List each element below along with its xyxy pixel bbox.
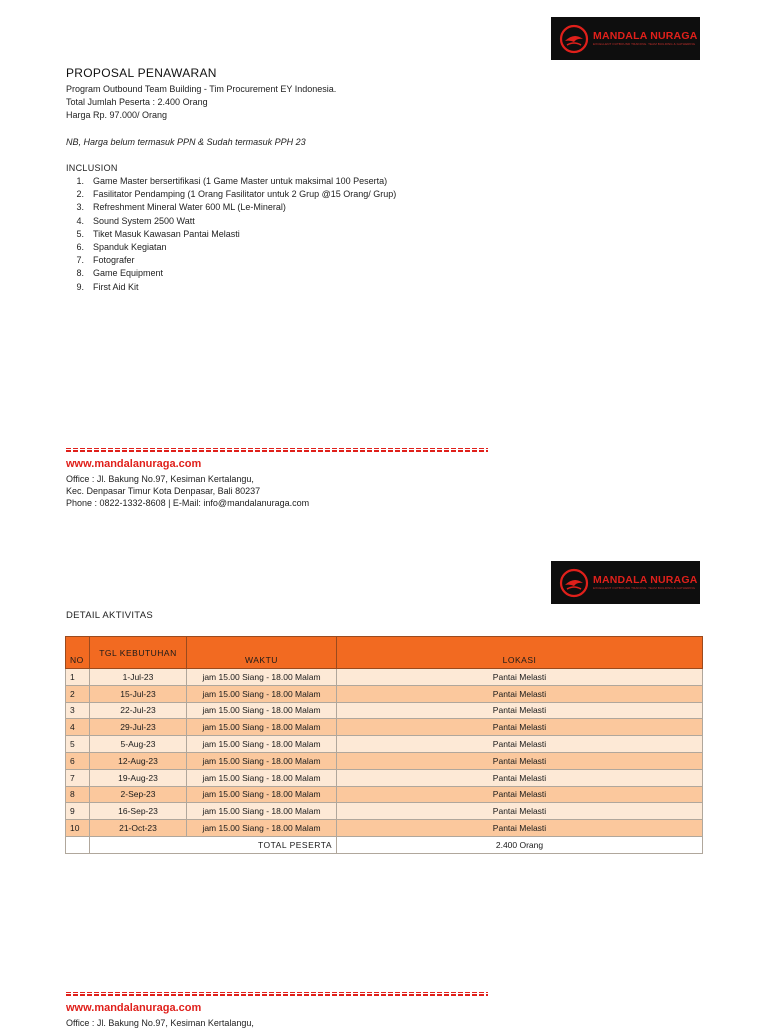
table-row: 8 2-Sep-23 jam 15.00 Siang - 18.00 Malam Pantai Melasti [66, 786, 703, 803]
inclusion-item: 2. Fasilitator Pendamping (1 Orang Fasilitator untuk 2 Grup @15 Orang/ Grup) [76, 189, 397, 200]
table-row: 6 12-Aug-23 jam 15.00 Siang - 18.00 Malam Pantai Melasti [66, 752, 703, 769]
col-location: LOKASI [337, 637, 703, 669]
separator-line-2 [66, 992, 488, 996]
brand-logo-2 [551, 561, 700, 604]
inclusion-item: 1. Game Master bersertifikasi (1 Game Master untuk maksimal 100 Peserta) [76, 176, 388, 186]
table-row: 10 21-Oct-23 jam 15.00 Siang - 18.00 Malam Pantai Melasti [66, 820, 703, 837]
col-time: WAKTU [187, 637, 337, 669]
brand-name: MANDALA NURAGA [593, 573, 698, 586]
inclusion-item: 3. Refreshment Mineral Water 600 ML (Le-Mineral) [76, 202, 286, 213]
inclusion-item: 9. First Aid Kit [76, 281, 139, 292]
detail-heading: DETAIL AKTIVITAS [66, 610, 153, 621]
table-row: 7 19-Aug-23 jam 15.00 Siang - 18.00 Malam Pantai Melasti [66, 769, 703, 786]
tax-note: NB, Harga belum termasuk PPN & Sudah termasuk PPH 23 [66, 137, 306, 147]
inclusion-item: 5. Tiket Masuk Kawasan Pantai Melasti [76, 228, 240, 239]
col-date: TGL KEBUTUHAN [90, 637, 187, 669]
separator-line [66, 448, 488, 452]
inclusion-item: 6. Spanduk Kegiatan [76, 241, 167, 252]
brand-name: MANDALA NURAGA [593, 29, 698, 42]
mandala-emblem-icon [559, 24, 589, 54]
inclusion-item: 8. Game Equipment [76, 268, 164, 279]
activity-table [65, 636, 703, 854]
inclusion-item: 7. Fotografer [76, 255, 135, 266]
total-label: TOTAL PESERTA [90, 836, 337, 853]
office-address-2: Office : Jl. Bakung No.97, Kesiman Kertalangu, [66, 1018, 254, 1028]
total-participants-line: Total Jumlah Peserta : 2.400 Orang [66, 97, 208, 107]
phone-email: Phone : 0822-1332-8608 | E-Mail: info@mandalanuraga.com [66, 498, 310, 508]
table-row: 4 29-Jul-23 jam 15.00 Siang - 18.00 Malam Pantai Melasti [66, 719, 703, 736]
brand-logo [551, 17, 700, 60]
table-row: 3 22-Jul-23 jam 15.00 Siang - 18.00 Malam Pantai Melasti [66, 702, 703, 719]
proposal-title: PROPOSAL PENAWARAN [66, 66, 217, 80]
table-row: 1 1-Jul-23 jam 15.00 Siang - 18.00 Malam Pantai Melasti [66, 669, 703, 686]
website-link[interactable]: www.mandalanuraga.com [66, 458, 202, 470]
table-row: 9 16-Sep-23 jam 15.00 Siang - 18.00 Malam Pantai Melasti [66, 803, 703, 820]
mandala-emblem-icon [559, 568, 589, 598]
program-line: Program Outbound Team Building - Tim Procurement EY Indonesia. [66, 84, 337, 94]
inclusion-list [66, 175, 396, 294]
inclusion-item: 4. Sound System 2500 Watt [76, 215, 195, 226]
price-line: Harga Rp. 97.000/ Orang [66, 110, 168, 120]
brand-tagline: EXCELLENT OUTBOUND TRAINING. TEAM BUILDING & GATHERING [593, 42, 696, 47]
brand-tagline: EXCELLENT OUTBOUND TRAINING. TEAM BUILDING & GATHERING [593, 586, 696, 591]
office-address: Office : Jl. Bakung No.97, Kesiman Kertalangu, [66, 474, 254, 484]
col-no: NO [66, 637, 90, 669]
total-row [66, 836, 703, 853]
city-address: Kec. Denpasar Timur Kota Denpasar, Bali 80237 [66, 486, 261, 496]
table-row: 5 5-Aug-23 jam 15.00 Siang - 18.00 Malam Pantai Melasti [66, 736, 703, 753]
table-row: 2 15-Jul-23 jam 15.00 Siang - 18.00 Malam Pantai Melasti [66, 685, 703, 702]
website-link-2[interactable]: www.mandalanuraga.com [66, 1002, 202, 1014]
inclusion-heading: INCLUSION [66, 163, 118, 173]
total-value: 2.400 Orang [337, 836, 703, 853]
